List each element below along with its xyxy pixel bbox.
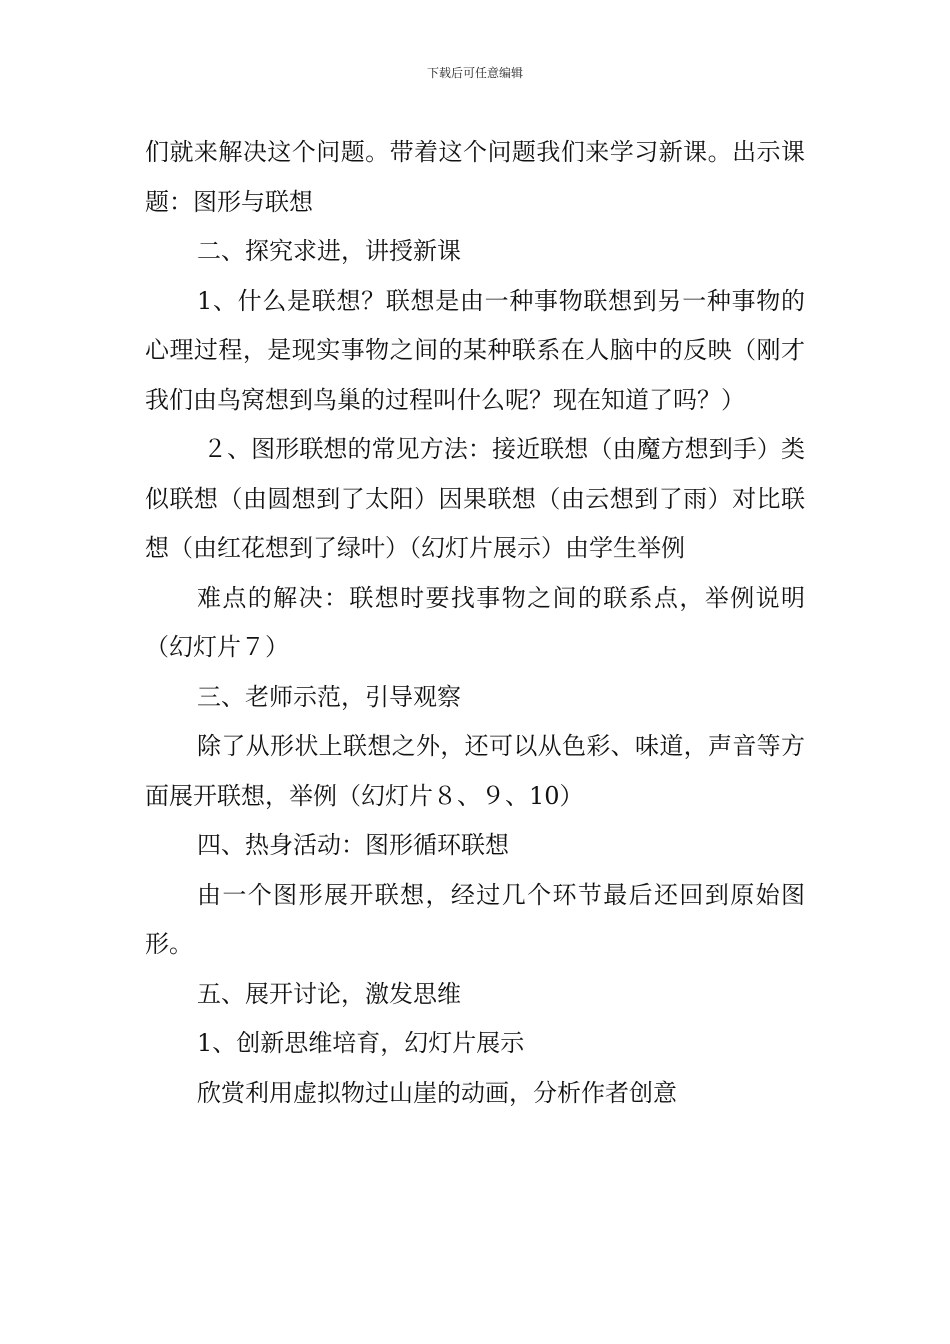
paragraph-innovation: 1、创新思维培育，幻灯片展示 <box>197 1029 525 1057</box>
paragraph-what-is-association: 1、什么是联想？联想是由一种事物联想到另一种事物的心理过程，是现实事物之间的某种联系在人脑中的反映（刚才我们由鸟窝想到鸟巢的过程叫什么呢？现在知道了吗？） <box>145 286 805 414</box>
page-header-note: 下载后可任意编辑 <box>426 66 523 80</box>
paragraph-continuation: 们就来解决这个问题。带着这个问题我们来学习新课。出示课题：图形与联想 <box>145 138 805 216</box>
paragraph-appreciation: 欣赏利用虚拟物过山崖的动画，分析作者创意 <box>197 1078 677 1107</box>
section-heading-demonstration: 三、老师示范，引导观察 <box>197 682 461 711</box>
paragraph-difficulty: 难点的解决：联想时要找事物之间的联系点，举例说明（幻灯片７） <box>145 583 805 661</box>
section-heading-explore: 二、探究求进，讲授新课 <box>197 237 461 265</box>
section-heading-warmup: 四、热身活动：图形循环联想 <box>197 831 509 859</box>
document-body <box>145 128 805 1118</box>
paragraph-association-methods: ２、图形联想的常见方法：接近联想（由魔方想到手）类似联想（由圆想到了太阳）因果联想（由云想到了雨）对比联想（由红花想到了绿叶）（幻灯片展示）由学生举例 <box>145 435 805 562</box>
paragraph-other-aspects: 除了从形状上联想之外，还可以从色彩、味道，声音等方面展开联想，举例（幻灯片８、９、10） <box>145 732 805 810</box>
section-heading-discussion: 五、展开讨论，激发思维 <box>197 979 461 1008</box>
paragraph-cycle-association: 由一个图形展开联想，经过几个环节最后还回到原始图形。 <box>145 880 805 958</box>
